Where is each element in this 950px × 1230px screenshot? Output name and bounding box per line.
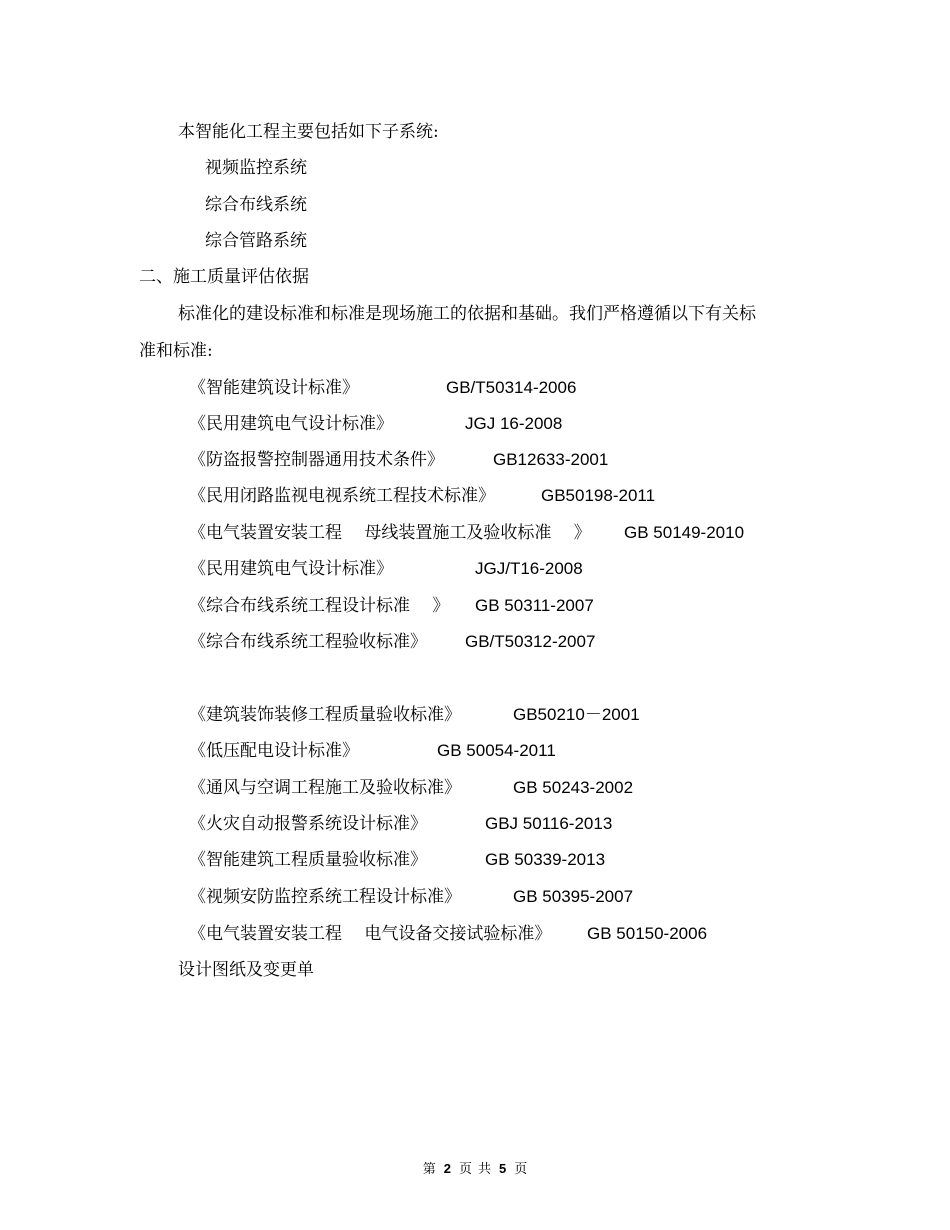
standard-code: GB 50395-2007 — [513, 887, 634, 906]
standard-name: 《低压配电设计标准》 — [189, 741, 359, 761]
intro-text: 本智能化工程主要包括如下子系统: — [178, 122, 439, 142]
footer-total-prefix: 共 — [478, 1162, 492, 1177]
standard-code: GB 50149-2010 — [624, 523, 745, 542]
standard-name: 《通风与空调工程施工及验收标准》 — [189, 778, 461, 798]
standard-code: GB50198-2011 — [541, 486, 656, 505]
standard-code: GB 50243-2002 — [513, 778, 634, 797]
footer-suffix: 页 — [514, 1162, 528, 1177]
standard-code: GB 50339-2013 — [485, 850, 606, 869]
standard-name: 《智能建筑设计标准》 — [189, 378, 359, 398]
standard-code: GB12633-2001 — [493, 450, 609, 469]
standard-name: 《电气装置安装工程 母线装置施工及验收标准 》 — [189, 523, 591, 543]
standard-name: 《建筑装饰装修工程质量验收标准》 — [189, 705, 461, 725]
standard-name: 《民用建筑电气设计标准》 — [189, 559, 393, 579]
footer-page-word: 页 — [458, 1162, 472, 1177]
standard-name: 《火灾自动报警系统设计标准》 — [189, 814, 427, 834]
standard-code: GBJ 50116-2013 — [485, 814, 613, 833]
standard-name: 《智能建筑工程质量验收标准》 — [189, 850, 427, 870]
standard-name: 《民用建筑电气设计标准》 — [189, 414, 393, 434]
subsystem-item: 综合管路系统 — [205, 231, 307, 251]
standard-name: 《视频安防监控系统工程设计标准》 — [189, 887, 461, 907]
standard-code: GB 50311-2007 — [475, 596, 594, 615]
closing-text: 设计图纸及变更单 — [178, 960, 314, 980]
subsystem-item: 综合布线系统 — [205, 195, 307, 215]
standard-name: 《防盗报警控制器通用技术条件》 — [189, 450, 444, 470]
standard-name: 《电气装置安装工程 电气设备交接试验标准》 — [189, 924, 552, 944]
paragraph-line: 标准化的建设标准和标准是现场施工的依据和基础。我们严格遵循以下有关标 — [178, 304, 756, 324]
standard-code: GB 50150-2006 — [587, 924, 708, 943]
standard-code: GB 50054-2011 — [437, 741, 556, 760]
paragraph-line: 准和标准: — [139, 341, 213, 361]
section-heading: 二、施工质量评估依据 — [139, 267, 309, 287]
standard-name: 《综合布线系统工程设计标准 》 — [189, 596, 450, 616]
footer-total-pages: 5 — [499, 1161, 507, 1176]
standard-code: GB/T50312-2007 — [465, 632, 596, 651]
standard-code: JGJ/T16-2008 — [475, 559, 583, 578]
standard-code: JGJ 16-2008 — [465, 414, 563, 433]
page-footer — [0, 1160, 950, 1179]
standard-code: GB/T50314-2006 — [446, 378, 577, 397]
footer-prefix: 第 — [422, 1162, 436, 1177]
standard-name: 《民用闭路监视电视系统工程技术标准》 — [189, 486, 495, 506]
footer-page-number: 2 — [443, 1161, 451, 1176]
standard-code: GB50210－2001 — [513, 705, 640, 724]
subsystem-item: 视频监控系统 — [205, 158, 307, 178]
standard-name: 《综合布线系统工程验收标准》 — [189, 632, 427, 652]
